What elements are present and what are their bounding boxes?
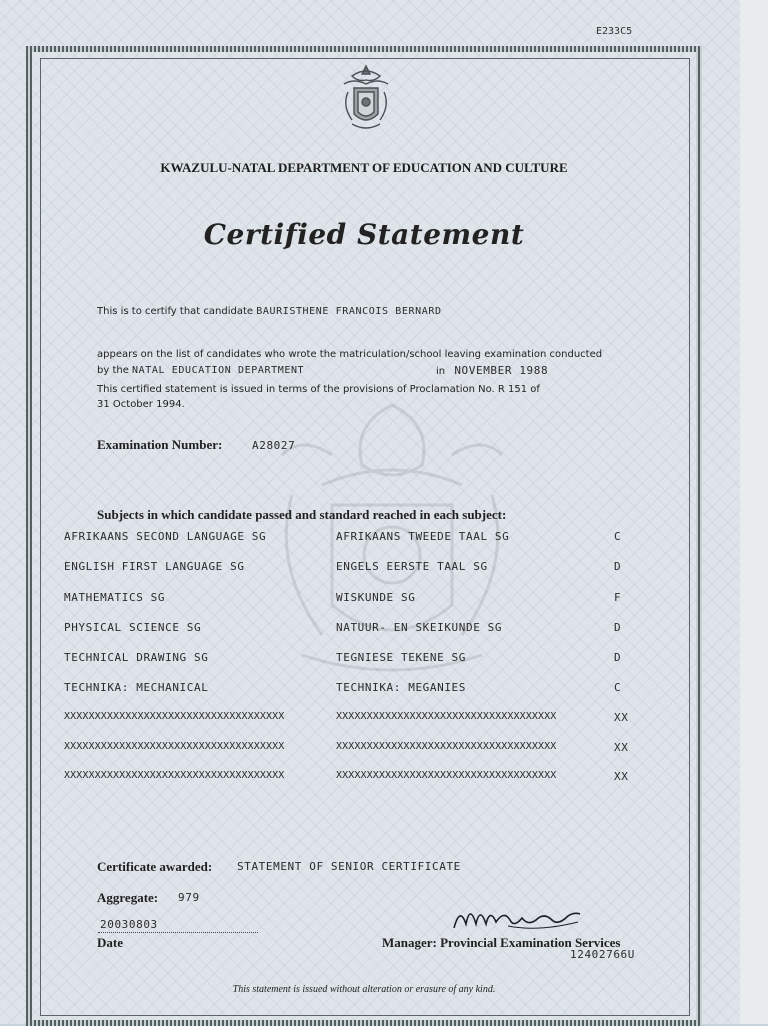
subject-afrikaans: ENGELS EERSTE TAAL SG — [336, 560, 488, 573]
subject-row — [64, 651, 644, 667]
serial-number: E233C5 — [596, 26, 633, 37]
subject-english: XXXXXXXXXXXXXXXXXXXXXXXXXXXXXXXXXXXX — [64, 741, 285, 752]
subject-english: TECHNIKA: MECHANICAL — [64, 681, 209, 694]
subject-row — [64, 741, 644, 757]
subject-row — [64, 591, 644, 607]
subject-symbol: C — [614, 530, 622, 543]
subject-afrikaans: TEGNIESE TEKENE SG — [336, 651, 467, 664]
aggregate-value: 979 — [178, 891, 200, 904]
subject-symbol: D — [614, 621, 622, 634]
scan-margin — [740, 0, 768, 1024]
subject-row — [64, 770, 644, 786]
subject-afrikaans: WISKUNDE SG — [336, 591, 416, 604]
coat-of-arms-icon — [334, 62, 398, 136]
certify-prefix: This is to certify that candidate — [97, 306, 254, 317]
manager-code: 12402766U — [570, 948, 636, 961]
subject-afrikaans: NATUUR- EN SKEIKUNDE SG — [336, 621, 503, 634]
certificate-awarded-value: STATEMENT OF SENIOR CERTIFICATE — [237, 860, 461, 873]
subject-symbol: D — [614, 651, 622, 664]
subject-english: XXXXXXXXXXXXXXXXXXXXXXXXXXXXXXXXXXXX — [64, 711, 285, 722]
exam-date-line — [436, 364, 548, 377]
department-heading: KWAZULU-NATAL DEPARTMENT OF EDUCATION AND CULTURE — [160, 160, 568, 175]
subject-symbol: D — [614, 560, 622, 573]
subject-english: AFRIKAANS SECOND LANGUAGE SG — [64, 530, 267, 543]
subjects-heading: Subjects in which candidate passed and standard reached in each subject: — [97, 507, 507, 522]
subject-row — [64, 560, 644, 576]
subject-row — [64, 711, 644, 727]
subject-symbol: F — [614, 591, 622, 604]
subject-english: XXXXXXXXXXXXXXXXXXXXXXXXXXXXXXXXXXXX — [64, 770, 285, 781]
subject-afrikaans: TECHNIKA: MEGANIES — [336, 681, 467, 694]
exam-number-label: Examination Number: — [97, 437, 223, 452]
in-prefix: in — [436, 366, 446, 377]
subject-english: TECHNICAL DRAWING SG — [64, 651, 209, 664]
footer-note: This statement is issued without alteration or erasure of any kind. — [232, 984, 496, 995]
subject-afrikaans: XXXXXXXXXXXXXXXXXXXXXXXXXXXXXXXXXXXX — [336, 711, 557, 722]
subject-row — [64, 530, 644, 546]
subject-english: MATHEMATICS SG — [64, 591, 166, 604]
issue-date-value: 20030803 — [100, 918, 158, 931]
date-dotted-line — [98, 932, 258, 933]
appears-line-3: This certified statement is issued in terms of the provisions of Proclamation No. R 151 of — [97, 384, 540, 395]
subject-english: PHYSICAL SCIENCE SG — [64, 621, 202, 634]
subject-symbol: C — [614, 681, 622, 694]
exam-session-date: NOVEMBER 1988 — [454, 364, 549, 377]
subject-symbol: XX — [614, 770, 629, 783]
subject-afrikaans: XXXXXXXXXXXXXXXXXXXXXXXXXXXXXXXXXXXX — [336, 741, 557, 752]
subject-row — [64, 621, 644, 637]
subject-symbol: XX — [614, 711, 629, 724]
candidate-name: BAURISTHENE FRANCOIS BERNARD — [256, 306, 442, 317]
subject-english: ENGLISH FIRST LANGUAGE SG — [64, 560, 245, 573]
exam-authority: NATAL EDUCATION DEPARTMENT — [132, 365, 305, 376]
subject-symbol: XX — [614, 741, 629, 754]
manager-signature — [448, 898, 584, 938]
certify-line — [97, 306, 442, 317]
exam-number-value: A28027 — [252, 439, 296, 452]
aggregate-label: Aggregate: — [97, 890, 159, 905]
subject-afrikaans: AFRIKAANS TWEEDE TAAL SG — [336, 530, 510, 543]
issue-date-label: Date — [97, 935, 123, 950]
appears-line-1: appears on the list of candidates who wrote the matriculation/school leaving examination conducted — [97, 349, 603, 360]
appears-line-2 — [97, 365, 304, 376]
by-prefix: by the — [97, 365, 129, 376]
subject-row — [64, 681, 644, 697]
manager-title: Manager: Provincial Examination Services — [382, 935, 621, 950]
certificate-awarded-label: Certificate awarded: — [97, 859, 213, 874]
appears-line-4: 31 October 1994. — [97, 399, 185, 410]
subject-afrikaans: XXXXXXXXXXXXXXXXXXXXXXXXXXXXXXXXXXXX — [336, 770, 557, 781]
document-title: Certified Statement — [203, 218, 525, 251]
